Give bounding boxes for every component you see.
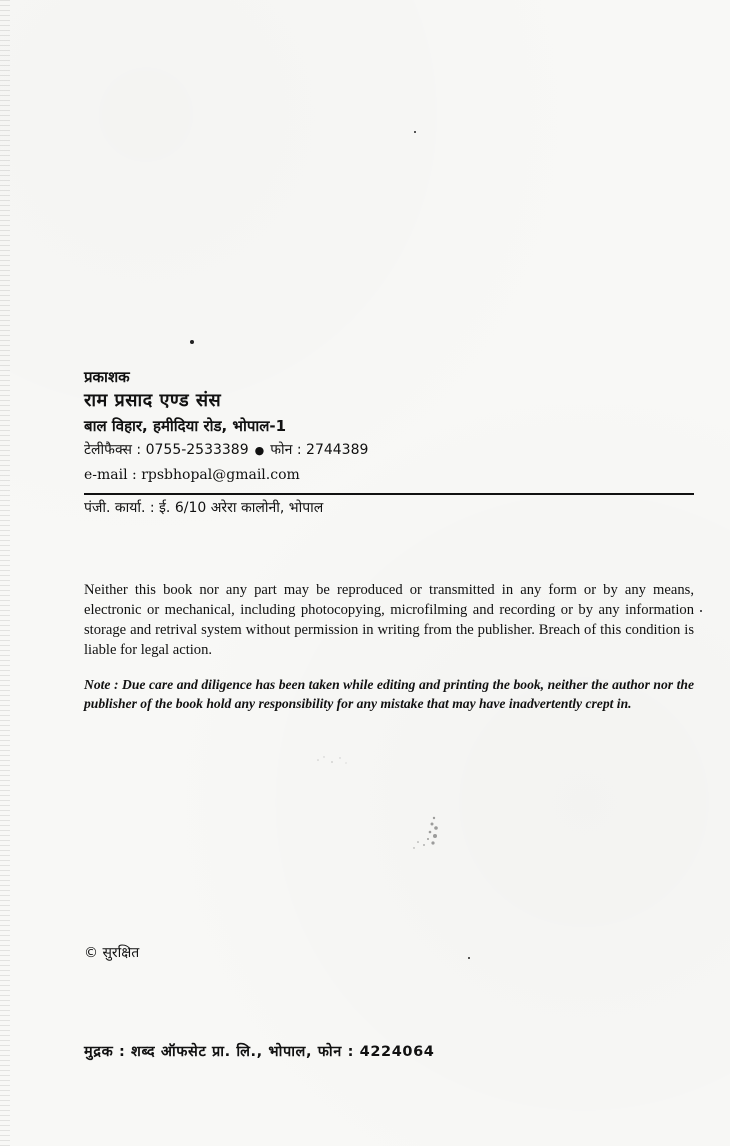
scan-smudge	[312, 750, 352, 770]
scan-speck	[190, 340, 194, 344]
printer-info: मुद्रक : शब्द ऑफसेट प्रा. लि., भोपाल, फोन : 4224064	[84, 1044, 435, 1060]
publisher-address: बाल विहार, हमीदिया रोड, भोपाल-1	[84, 417, 287, 435]
publisher-label: प्रकाशक	[84, 368, 130, 386]
publisher-telefax: टेलीफैक्स : 0755-2533389	[84, 442, 249, 458]
publisher-contact	[84, 438, 694, 463]
publisher-block	[84, 366, 694, 487]
registered-office: पंजी. कार्या. : ई. 6/10 अरेरा कालोनी, भोपाल	[84, 500, 324, 516]
copyright-notice: © सुरक्षित	[84, 945, 140, 961]
scan-edge-artifact	[0, 0, 10, 1146]
divider-rule	[84, 493, 694, 495]
scan-speck	[414, 131, 416, 133]
publisher-email: e-mail : rpsbhopal@gmail.com	[84, 467, 300, 483]
rights-notice: Neither this book nor any part may be reproduced or transmitted in any form or by any means, electronic or mechanical, including photocopying, microfilming and recording or by any information storage and retrival system without permission in writing from the publisher. Breach of this condition is liable for legal action.	[84, 582, 694, 658]
disclaimer-note: Note : Due care and diligence has been taken while editing and printing the book, neither the author nor the publisher of the book hold any responsibility for any mistake that may have inadvertently crept in.	[84, 677, 694, 711]
scan-speck	[700, 610, 702, 612]
scan-smudge	[406, 812, 450, 856]
scan-speck	[468, 957, 470, 959]
bullet-separator: ●	[254, 444, 265, 457]
publisher-name: राम प्रसाद एण्ड संस	[84, 390, 222, 411]
publisher-phone: फोन : 2744389	[270, 442, 369, 458]
